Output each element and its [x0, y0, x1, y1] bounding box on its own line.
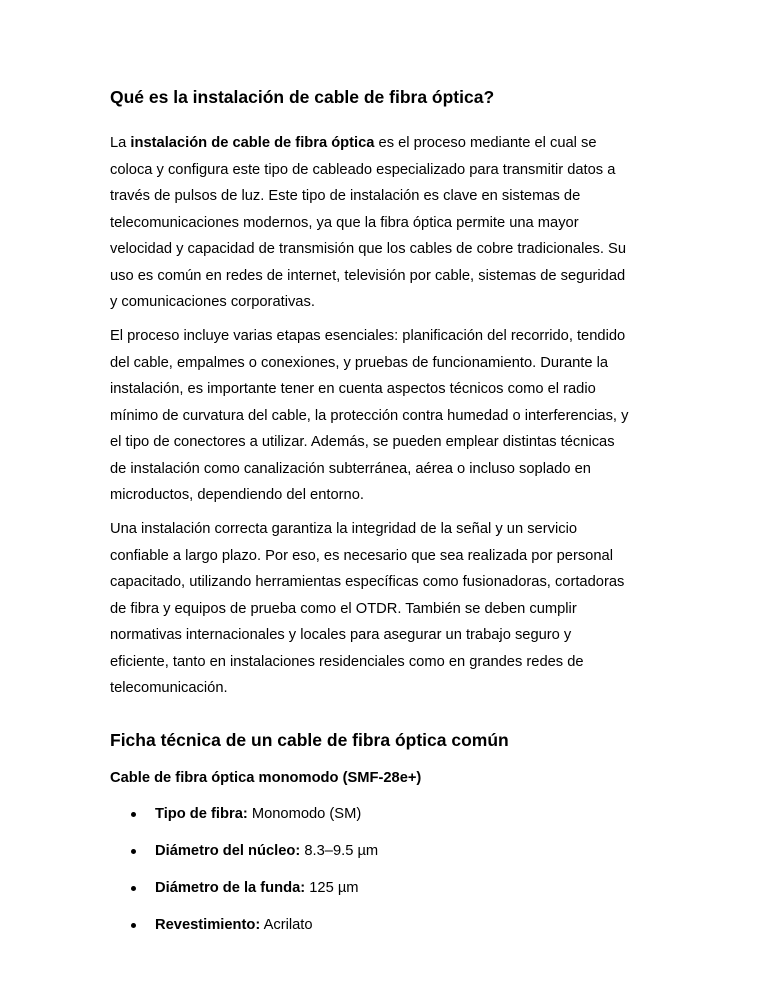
spec-label: Tipo de fibra:: [155, 805, 248, 822]
paragraph-line: el tipo de conectores a utilizar. Además, se pueden emplear distintas técnicas: [110, 434, 615, 450]
section-title: Ficha técnica de un cable de fibra óptica común: [110, 729, 509, 750]
bullet-icon: [131, 886, 136, 891]
list-item: [110, 838, 670, 864]
paragraph-line: microductos, dependiendo del entorno.: [110, 487, 364, 503]
spec-value: Monomodo (SM): [247, 805, 362, 822]
spec-value: 125 µm: [305, 879, 359, 896]
document-page: [110, 84, 670, 949]
paragraph-line: mínimo de curvatura del cable, la protección contra humedad o interferencias, y: [110, 407, 629, 424]
paragraph-line: Una instalación correcta garantiza la integridad de la señal y un servicio: [110, 521, 577, 537]
paragraph-line: velocidad y capacidad de transmisión que los cables de cobre tradicionales. Su: [110, 241, 626, 257]
spec-label: Revestimiento:: [155, 916, 261, 933]
paragraph-line: través de pulsos de luz. Este tipo de instalación es clave en sistemas de: [110, 188, 581, 204]
paragraph-line: eficiente, tanto en instalaciones residenciales como en grandes redes de: [110, 653, 584, 670]
section-subtitle: Cable de fibra óptica monomodo (SMF-28e+): [110, 769, 422, 786]
spec-value: Acrilato: [260, 916, 313, 933]
paragraph-line: [110, 130, 670, 157]
paragraph-line: y comunicaciones corporativas.: [110, 294, 315, 310]
section-title: Qué es la instalación de cable de fibra óptica?: [110, 87, 495, 107]
paragraph-line: capacitado, utilizando herramientas específicas como fusionadoras, cortadoras: [110, 574, 625, 590]
list-item: [110, 912, 670, 938]
paragraph-line: telecomunicación.: [110, 680, 228, 696]
spec-label: Diámetro del núcleo:: [155, 842, 301, 859]
paragraph-line: El proceso incluye varias etapas esenciales: planificación del recorrido, tendido: [110, 328, 626, 344]
bullet-icon: [131, 812, 136, 817]
paragraph-line: confiable a largo plazo. Por eso, es necesario que sea realizada por personal: [110, 547, 613, 564]
paragraph-line: telecomunicaciones modernos, ya que la fibra óptica permite una mayor: [110, 214, 579, 231]
bullet-icon: [131, 923, 136, 928]
bullet-icon: [131, 849, 136, 854]
paragraph-line: de instalación como canalización subterránea, aérea o incluso soplado en: [110, 460, 591, 477]
bold-term: instalación de cable de fibra óptica: [130, 135, 375, 151]
spec-list: [110, 801, 670, 938]
text-run: La: [110, 135, 131, 151]
spec-value: 8.3–9.5 µm: [300, 842, 379, 859]
paragraph-line: uso es común en redes de internet, televisión por cable, sistemas de seguridad: [110, 267, 626, 284]
spec-label: Diámetro de la funda:: [155, 879, 306, 896]
paragraph-line: de fibra y equipos de prueba como el OTDR. También se deben cumplir: [110, 600, 577, 617]
paragraph-line: instalación, es importante tener en cuenta aspectos técnicos como el radio: [110, 381, 596, 397]
paragraph-line: del cable, empalmes o conexiones, y pruebas de funcionamiento. Durante la: [110, 354, 609, 371]
text-run: es el proceso mediante el cual se: [374, 135, 597, 151]
paragraph-line: normativas internacionales y locales para asegurar un trabajo seguro y: [110, 627, 572, 643]
list-item: [110, 875, 670, 901]
list-item: [110, 801, 670, 827]
paragraph-quality: [110, 516, 670, 702]
paragraph-line: coloca y configura este tipo de cableado especializado para transmitir datos a: [110, 161, 616, 178]
paragraph-intro: [110, 130, 670, 316]
paragraph-process: [110, 323, 670, 509]
